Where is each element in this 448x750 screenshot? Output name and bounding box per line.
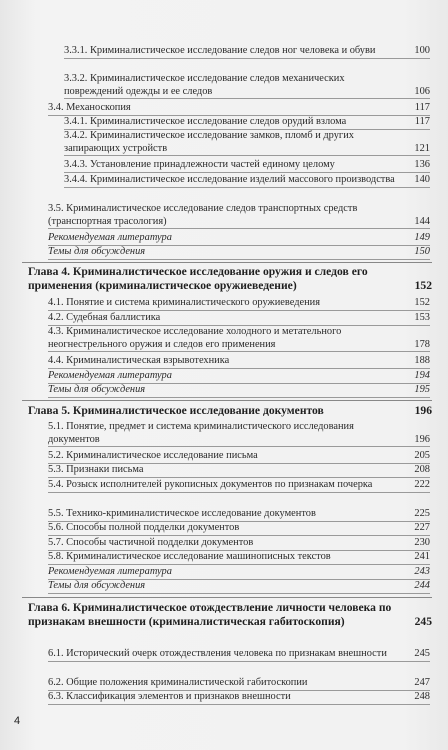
toc-entry-title: 5.8. Криминалистическое исследование машинописных текстов: [48, 551, 331, 562]
toc-entry-page: 178: [414, 338, 430, 350]
toc-entry: [48, 537, 430, 551]
chapter-title: Глава 4. Криминалистическое исследование оружия и следов его применения (криминалистическое оружиеведение): [28, 265, 368, 292]
chapter-page: 196: [414, 404, 432, 417]
toc-entry: [48, 326, 430, 352]
divider: [22, 400, 432, 401]
chapter-heading: [28, 601, 432, 629]
toc-entry-page: 149: [414, 232, 430, 243]
toc-entry-page: 195: [414, 384, 430, 395]
toc-entry-title: 4.1. Понятие и система криминалистического оружиеведения: [48, 297, 321, 308]
toc-entry-title: Рекомендуемая литература: [48, 370, 172, 381]
toc-entry-page: 225: [414, 508, 430, 519]
toc-entry-title: Темы для обсуждения: [48, 246, 146, 257]
toc-entry: [48, 297, 430, 311]
toc-entry: [64, 45, 430, 59]
toc-entry-title: 6.2. Общие положения криминалистической габитоскопии: [48, 677, 308, 688]
toc-entry-title: 5.1. Понятие, предмет и система криминалистического исследования документов: [48, 421, 354, 445]
chapter-heading: [28, 404, 432, 418]
toc-entry: [48, 464, 430, 478]
toc-entry-title: 4.3. Криминалистическое исследование холодного и метательного неогнестрельного оружия и следов его применения: [48, 326, 342, 350]
toc-entry: [48, 551, 430, 565]
toc-entry: [48, 232, 430, 246]
toc-entry-page: 208: [414, 464, 430, 475]
toc-entry-page: 227: [414, 522, 430, 533]
toc-entry-page: 244: [414, 580, 430, 591]
toc-entry-page: 241: [414, 551, 430, 562]
toc-entry-title: 3.5. Криминалистическое исследование следов транспортных средств (транспортная трасология): [48, 203, 358, 227]
divider: [22, 597, 432, 598]
page-number: 4: [14, 715, 21, 727]
toc-entry: [64, 116, 430, 130]
toc-entry-title: 3.4.3. Установление принадлежности частей единому целому: [64, 159, 335, 170]
toc-entry: [64, 130, 430, 156]
toc-entry: [48, 566, 430, 580]
toc-entry-page: 100: [414, 45, 430, 56]
toc-entry-title: 3.4. Механоскопия: [48, 102, 131, 113]
toc-entry-page: 245: [414, 648, 430, 659]
toc-entry-title: 3.3.2. Криминалистическое исследование следов механических повреждений одежды и ее следов: [64, 73, 345, 97]
toc-entry: [48, 691, 430, 705]
toc-entry-title: 5.4. Розыск исполнителей рукописных документов по признакам почерка: [48, 479, 373, 490]
toc-entry-page: 117: [414, 102, 430, 113]
toc-entry: [48, 648, 430, 662]
toc-entry-title: Темы для обсуждения: [48, 384, 146, 395]
toc-entry-page: 152: [414, 297, 430, 308]
toc-entry-page: 196: [414, 433, 430, 445]
toc-entry-title: 5.3. Признаки письма: [48, 464, 144, 475]
toc-entry: [64, 159, 430, 173]
toc-entry: [48, 370, 430, 384]
toc-entry: [64, 174, 430, 188]
toc-entry-page: 140: [414, 174, 430, 185]
chapter-page: 152: [414, 279, 432, 292]
toc-entry-page: 121: [414, 142, 430, 154]
chapter-page: 245: [414, 615, 432, 628]
toc-entry-page: 136: [414, 159, 430, 170]
toc-entry-title: 4.2. Судебная баллистика: [48, 312, 161, 323]
toc-entry-page: 144: [414, 215, 430, 227]
toc-entry: [48, 102, 430, 116]
toc-entry-title: 6.3. Классификация элементов и признаков внешности: [48, 691, 291, 702]
toc-entry-page: 248: [414, 691, 430, 702]
toc-entry-page: 205: [414, 450, 430, 461]
toc-entry-page: 117: [414, 116, 430, 127]
chapter-title: Глава 5. Криминалистическое исследование документов: [28, 404, 324, 417]
toc-entry-page: 188: [414, 355, 430, 366]
toc-entry-title: 5.2. Криминалистическое исследование письма: [48, 450, 258, 461]
toc-entry-title: 5.7. Способы частичной подделки документов: [48, 537, 254, 548]
toc-entry-title: 5.6. Способы полной подделки документов: [48, 522, 240, 533]
toc-entry-title: Рекомендуемая литература: [48, 232, 172, 243]
toc-entry-title: Темы для обсуждения: [48, 580, 146, 591]
toc-entry: [48, 522, 430, 536]
toc-entry: [48, 677, 430, 691]
toc-entry-title: 3.3.1. Криминалистическое исследование следов ног человека и обуви: [64, 45, 376, 56]
toc-entry-page: 153: [414, 312, 430, 323]
toc-entry: [48, 580, 430, 594]
toc-entry: [48, 450, 430, 464]
toc-entry-page: 222: [414, 479, 430, 490]
toc-entry: [48, 384, 430, 398]
toc-entry-page: 106: [414, 85, 430, 97]
toc-entry-page: 243: [414, 566, 430, 577]
toc-entry-title: 5.5. Технико-криминалистическое исследование документов: [48, 508, 316, 519]
toc-entry-page: 194: [414, 370, 430, 381]
toc-entry-page: 230: [414, 537, 430, 548]
divider: [22, 262, 432, 263]
toc-entry-title: 3.4.4. Криминалистическое исследование изделий массового производства: [64, 174, 395, 185]
toc-entry-page: 247: [414, 677, 430, 688]
toc-entry-title: 6.1. Исторический очерк отождествления человека по признакам внешности: [48, 648, 387, 659]
toc-entry: [48, 479, 430, 493]
toc-entry-title: 3.4.1. Криминалистическое исследование следов орудий взлома: [64, 116, 347, 127]
toc-entry-page: 150: [414, 246, 430, 257]
toc-entry-title: Рекомендуемая литература: [48, 566, 172, 577]
toc-entry-title: 4.4. Криминалистическая взрывотехника: [48, 355, 230, 366]
toc-entry: [48, 508, 430, 522]
toc-entry-title: 3.4.2. Криминалистическое исследование замков, пломб и других запирающих устройств: [64, 130, 354, 154]
chapter-heading: [28, 265, 432, 293]
toc-entry: [48, 355, 430, 369]
toc-entry: [48, 246, 430, 260]
toc-entry: [48, 203, 430, 229]
toc-entry: [48, 312, 430, 326]
toc-entry: [64, 73, 430, 99]
chapter-title: Глава 6. Криминалистическое отождествление личности человека по признакам внешности (криминалистическая габитоскопия): [28, 601, 392, 628]
toc-entry: [48, 421, 430, 447]
